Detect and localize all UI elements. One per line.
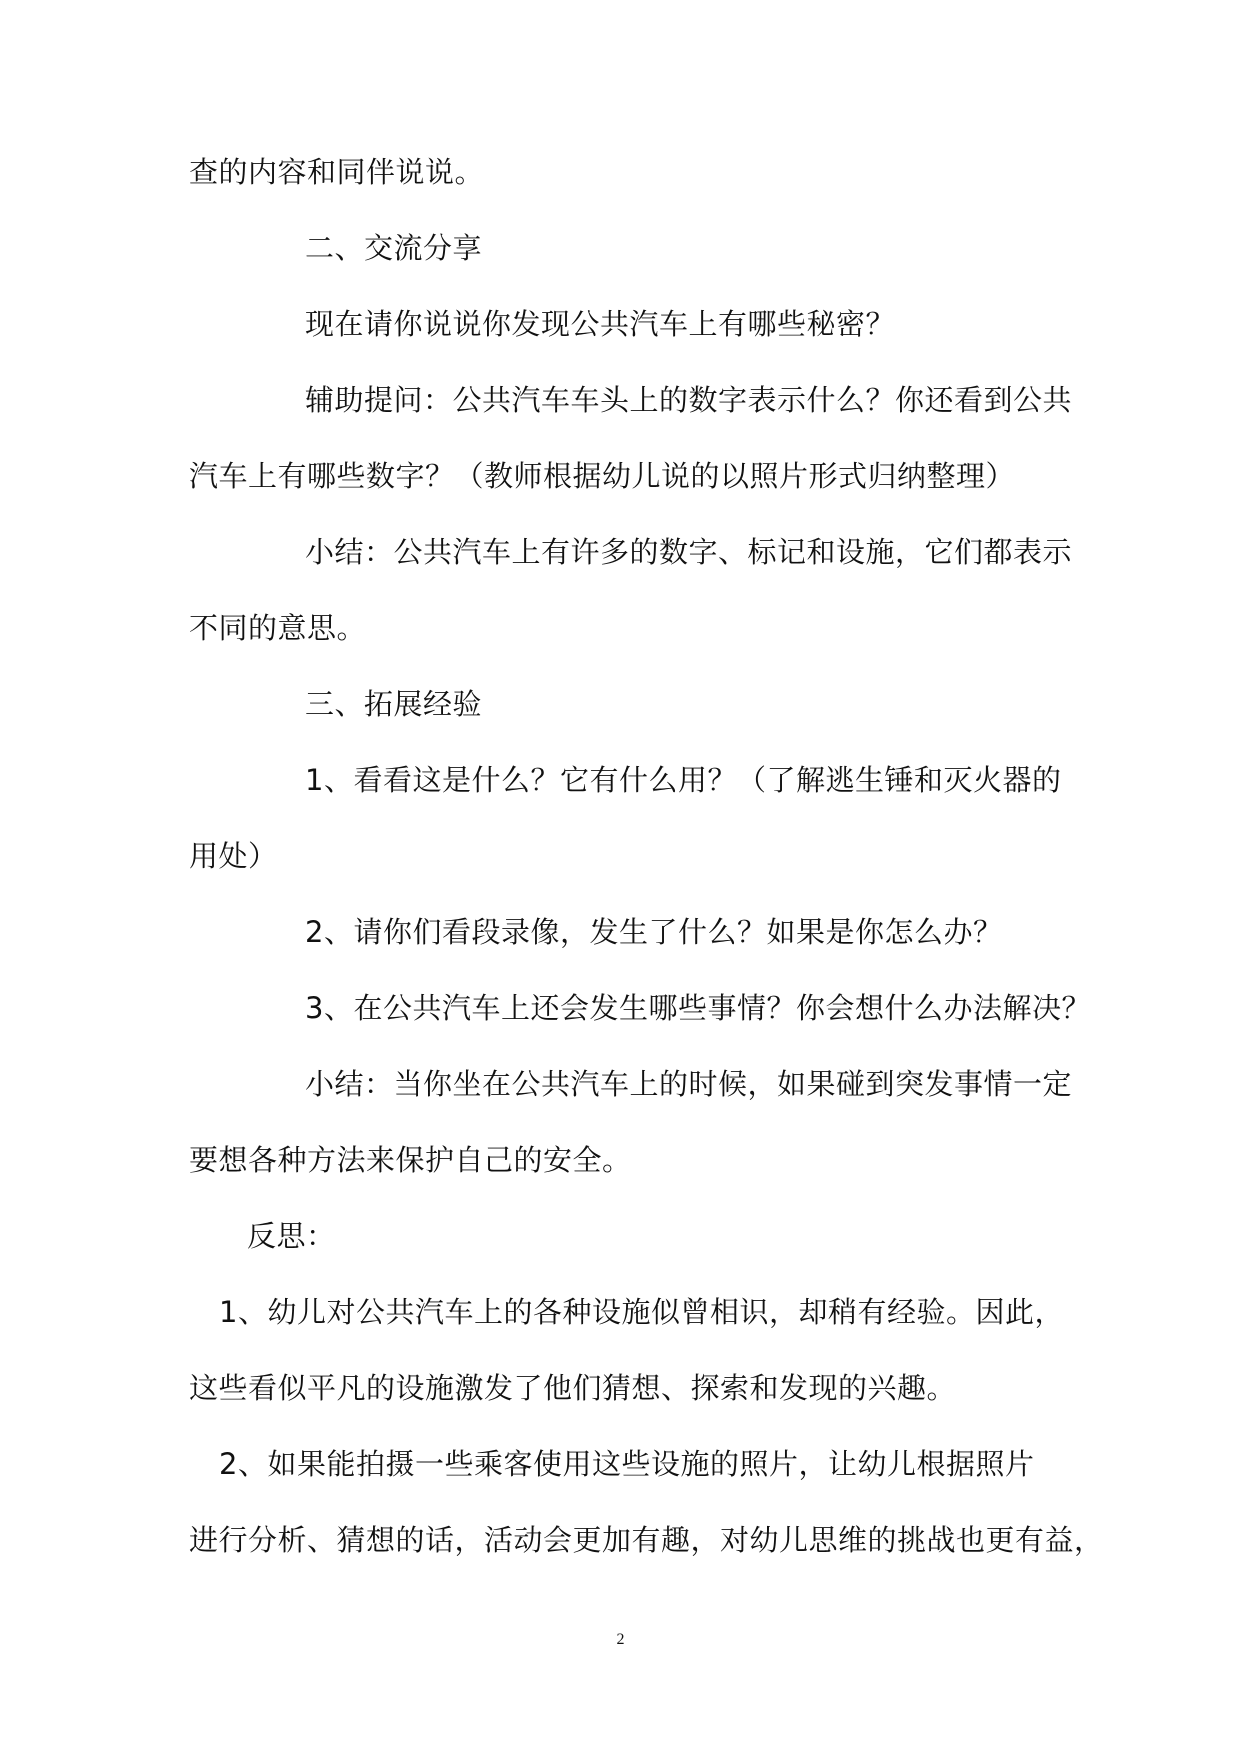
body-text-line: 辅助提问：公共汽车车头上的数字表示什么？你还看到公共 [305, 383, 1073, 417]
body-text-line: 2、如果能拍摄一些乘客使用这些设施的照片，让幼儿根据照片 [219, 1447, 1035, 1481]
body-text-line: 不同的意思。 [189, 611, 367, 645]
body-text-line: 进行分析、猜想的话，活动会更加有趣，对幼儿思维的挑战也更有益， [189, 1523, 1104, 1557]
body-text-line: 汽车上有哪些数字？（教师根据幼儿说的以照片形式归纳整理） [189, 459, 1016, 493]
body-text-line: 现在请你说说你发现公共汽车上有哪些秘密？ [305, 307, 896, 341]
body-text-line: 要想各种方法来保护自己的安全。 [189, 1143, 632, 1177]
section-heading: 三、拓展经验 [305, 687, 483, 721]
body-text-line: 这些看似平凡的设施激发了他们猜想、探索和发现的兴趣。 [189, 1371, 957, 1405]
body-text-line: 2、请你们看段录像，发生了什么？如果是你怎么办？ [305, 915, 1003, 949]
section-heading: 二、交流分享 [305, 231, 483, 265]
body-text-line: 用处） [189, 839, 278, 873]
body-text-line: 1、看看这是什么？它有什么用？（了解逃生锤和灭火器的 [305, 763, 1062, 797]
body-text-line: 3、在公共汽车上还会发生哪些事情？你会想什么办法解决？ [305, 991, 1091, 1025]
page-number: 2 [616, 1631, 625, 1648]
body-text-line: 查的内容和同伴说说。 [189, 155, 485, 189]
body-text-line: 小结：当你坐在公共汽车上的时候，如果碰到突发事情一定 [305, 1067, 1073, 1101]
body-text-line: 小结：公共汽车上有许多的数字、标记和设施，它们都表示 [305, 535, 1073, 569]
section-heading: 反思： [247, 1219, 336, 1253]
body-text-line: 1、幼儿对公共汽车上的各种设施似曾相识，却稍有经验。因此， [219, 1295, 1064, 1329]
